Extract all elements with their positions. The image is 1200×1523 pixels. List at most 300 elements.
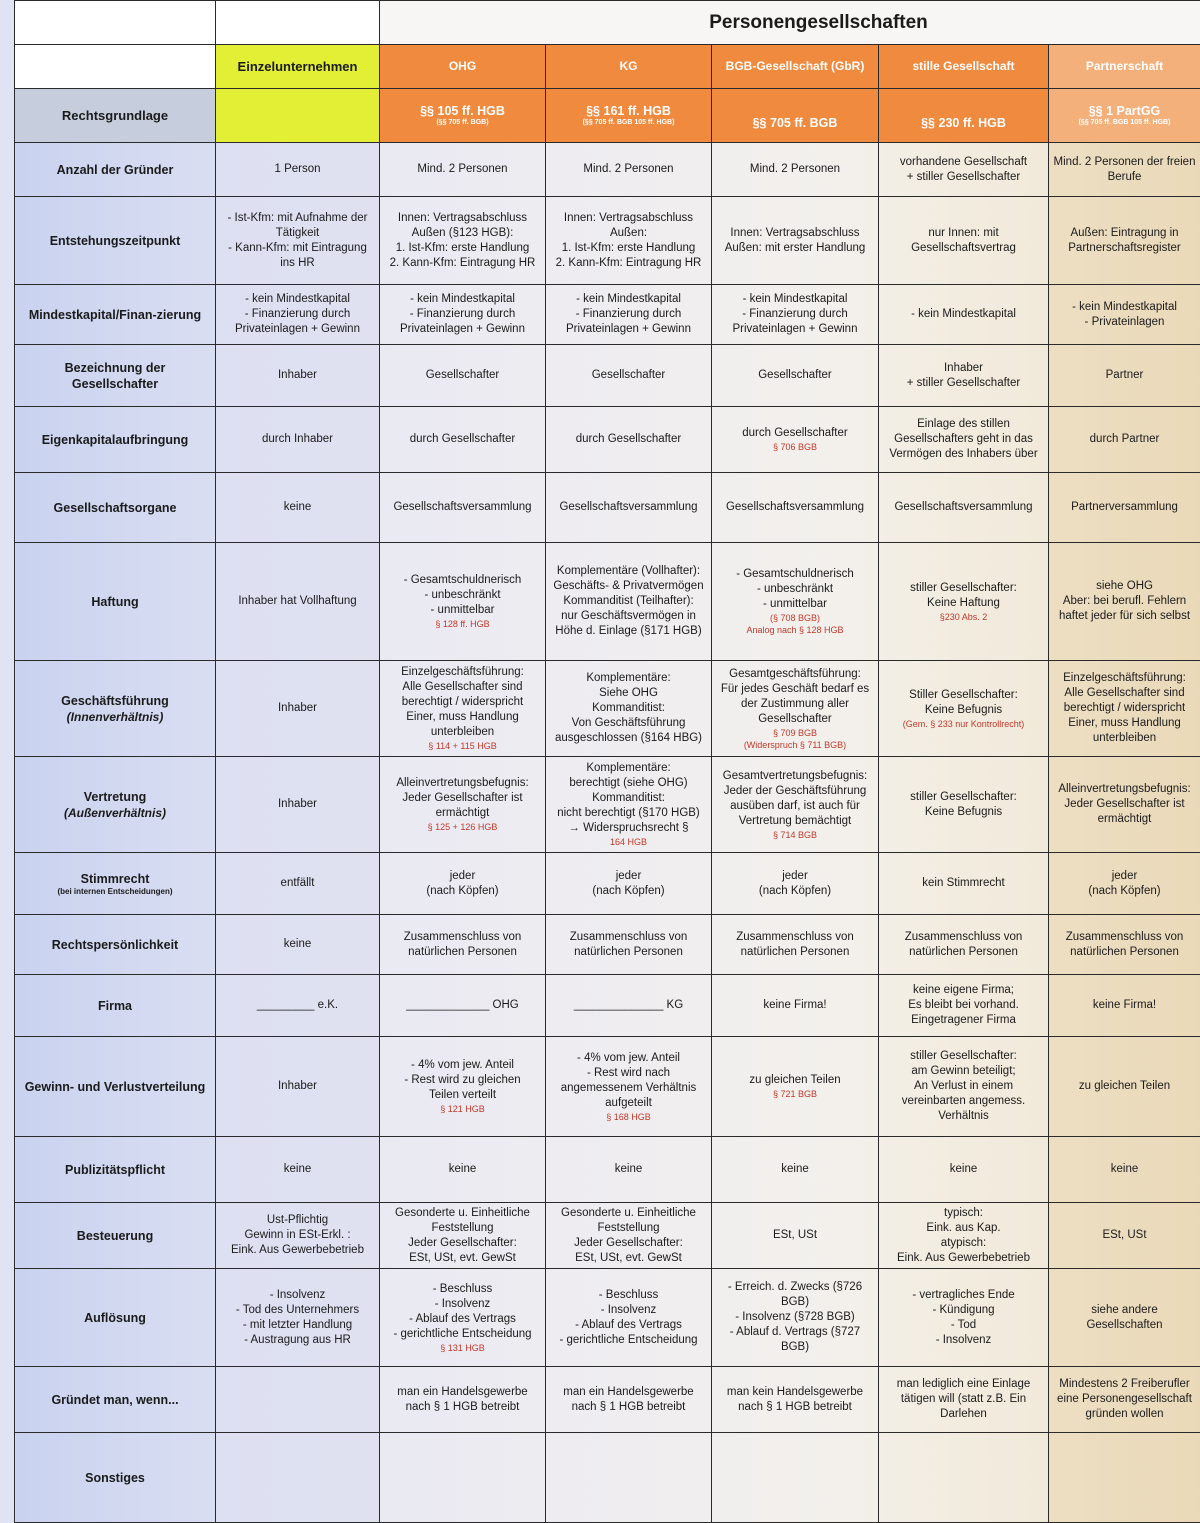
cell-text: entfällt <box>281 877 315 889</box>
cell-text: Zusammenschluss von natürlichen Personen <box>905 931 1023 958</box>
cell-ohg <box>380 975 546 1037</box>
cell-text: Mindestens 2 Freiberufler eine Personengesellschaft gründen wollen <box>1057 1378 1192 1420</box>
legal-reference: § 721 BGB <box>715 1088 875 1100</box>
column-header-partnerschaft: Partnerschaft <box>1049 45 1200 89</box>
cell-kg <box>546 1037 712 1137</box>
cell-gbr <box>712 975 879 1037</box>
rechtsgrundlage-main: §§ 1 PartGG <box>1089 104 1161 118</box>
cell-text: Inhaber <box>278 798 317 810</box>
cell-gbr <box>712 285 879 345</box>
cell-text: keine <box>950 1163 978 1175</box>
cell-kg <box>546 1367 712 1433</box>
cell-kg <box>546 757 712 853</box>
cell-gbr <box>712 543 879 661</box>
legal-reference: §230 Abs. 2 <box>882 611 1045 623</box>
row-label-text: Publizitätspflicht <box>65 1163 165 1177</box>
row-label-text: Rechtspersönlichkeit <box>52 938 178 952</box>
cell-text: Zusammenschluss von natürlichen Personen <box>570 931 688 958</box>
row-label-text: Vertretung <box>84 790 147 804</box>
row-label-text: Entstehungszeitpunkt <box>50 234 181 248</box>
row-label <box>15 975 216 1037</box>
cell-kg <box>546 853 712 915</box>
header-corner-cell <box>15 45 216 89</box>
cell-text: _____________ OHG <box>406 999 519 1011</box>
row-label-text: Eigenkapitalaufbringung <box>42 433 189 447</box>
legal-reference: (Gem. § 233 nur Kontrollrecht) <box>882 718 1045 730</box>
cell-text: Mind. 2 Personen <box>750 163 840 175</box>
cell-text: - kein Mindestkapital - Finanzierung durch Privateinlagen + Gewinn <box>733 293 858 335</box>
cell-text: - Erreich. d. Zwecks (§726 BGB) - Insolvenz (§728 BGB) - Ablauf d. Vertrags (§727 BGB) <box>728 1281 862 1353</box>
row-label-text: Geschäftsführung <box>61 694 169 708</box>
cell-einzelunternehmen <box>216 197 380 285</box>
cell-text: durch Gesellschafter <box>742 427 847 439</box>
row-label-note: (bei internen Entscheidungen) <box>18 887 212 897</box>
cell-ohg <box>380 915 546 975</box>
table-row <box>15 1433 1200 1523</box>
row-label <box>15 285 216 345</box>
cell-partnerschaft <box>1049 1367 1200 1433</box>
cell-text: 1 Person <box>274 163 320 175</box>
cell-text: Innen: Vertragsabschluss Außen: 1. Ist-Kfm: erste Handlung 2. Kann-Kfm: Eintragung HR <box>556 212 702 269</box>
row-label <box>15 757 216 853</box>
cell-gbr <box>712 1367 879 1433</box>
rechtsgrundlage-sub: (§§ 705 ff. BGB 105 ff. HGB) <box>549 118 708 127</box>
cell-einzelunternehmen <box>216 1269 380 1367</box>
cell-gbr <box>712 197 879 285</box>
cell-text: Komplementäre (Vollhafter): Geschäfts- & Privatvermögen Kommanditist (Teilhafter): nur Geschäftsvermögen in Höhe d. Einlage (§171 HGB) <box>553 565 703 637</box>
cell-text: stiller Gesellschafter: am Gewinn beteiligt; An Verlust in einem vereinbarten angemess. Verhältnis <box>902 1050 1025 1122</box>
rechtsgrundlage-cell-ohg <box>380 89 546 143</box>
cell-einzelunternehmen <box>216 407 380 473</box>
cell-kg <box>546 915 712 975</box>
cell-text: keine <box>284 938 312 950</box>
cell-text: ESt, USt <box>773 1229 817 1241</box>
table-row <box>15 915 1200 975</box>
cell-text: - kein Mindestkapital <box>911 308 1016 320</box>
row-label-text: Haftung <box>91 595 138 609</box>
row-label-text: Stimmrecht <box>81 872 150 886</box>
column-header-kg: KG <box>546 45 712 89</box>
cell-gbr <box>712 1433 879 1523</box>
cell-text: durch Partner <box>1090 433 1160 445</box>
cell-text: Komplementäre: berechtigt (siehe OHG) Kommanditist: nicht berechtigt (§170 HGB) → Widerspruchsrecht § <box>557 762 700 834</box>
cell-stille-gesellschaft <box>879 1269 1049 1367</box>
cell-kg <box>546 543 712 661</box>
row-label <box>15 1367 216 1433</box>
cell-text: durch Inhaber <box>262 433 333 445</box>
rechtsgrundlage-cell-partnerschaft <box>1049 89 1200 143</box>
cell-stille-gesellschaft <box>879 915 1049 975</box>
cell-text: durch Gesellschafter <box>576 433 681 445</box>
cell-kg <box>546 1433 712 1523</box>
cell-text: - Insolvenz - Tod des Unternehmers - mit letzter Handlung - Austragung aus HR <box>236 1289 359 1346</box>
cell-gbr <box>712 915 879 975</box>
table-row <box>15 1137 1200 1203</box>
cell-text: Innen: Vertragsabschluss Außen: mit erster Handlung <box>725 227 866 254</box>
cell-text: Inhaber hat Vollhaftung <box>238 595 356 607</box>
cell-einzelunternehmen <box>216 915 380 975</box>
cell-text: Stiller Gesellschafter: Keine Befugnis <box>909 689 1018 716</box>
cell-gbr <box>712 1137 879 1203</box>
cell-ohg <box>380 143 546 197</box>
cell-einzelunternehmen <box>216 1433 380 1523</box>
cell-stille-gesellschaft <box>879 1203 1049 1269</box>
row-label <box>15 1203 216 1269</box>
cell-einzelunternehmen <box>216 543 380 661</box>
row-label <box>15 661 216 757</box>
cell-text: - kein Mindestkapital - Finanzierung durch Privateinlagen + Gewinn <box>400 293 525 335</box>
cell-text: _________ e.K. <box>257 999 338 1011</box>
table-row <box>15 543 1200 661</box>
legal-reference: § 131 HGB <box>383 1342 542 1354</box>
cell-text: jeder (nach Köpfen) <box>1088 870 1160 897</box>
table-row <box>15 473 1200 543</box>
cell-text: Mind. 2 Personen <box>583 163 673 175</box>
cell-ohg <box>380 1037 546 1137</box>
cell-partnerschaft <box>1049 543 1200 661</box>
cell-text: keine eigene Firma; Es bleibt bei vorhand. Eingetragener Firma <box>908 984 1019 1026</box>
table-row <box>15 975 1200 1037</box>
column-header-row <box>15 45 1200 89</box>
cell-text: Gesellschaftsversammlung <box>894 501 1032 513</box>
cell-text: stiller Gesellschafter: Keine Befugnis <box>910 791 1017 818</box>
rechtsgrundlage-cell-einzelunternehmen <box>216 89 380 143</box>
cell-stille-gesellschaft <box>879 345 1049 407</box>
row-label <box>15 1269 216 1367</box>
legal-reference: § 168 HGB <box>549 1111 708 1123</box>
rechtsgrundlage-sub: (§§ 705 ff. BGB) <box>383 118 542 127</box>
cell-stille-gesellschaft <box>879 1367 1049 1433</box>
legal-reference: § 125 + 126 HGB <box>383 821 542 833</box>
cell-text: Einzelgeschäftsführung: Alle Gesellschafter sind berechtigt / widerspricht Einer, muss Handlung unterbleiben <box>1063 672 1186 744</box>
row-label-subtext: (Innenverhältnis) <box>18 709 212 725</box>
comparison-sheet <box>14 0 1200 1503</box>
cell-text: typisch: Eink. aus Kap. atypisch: Eink. Aus Gewerbebetrieb <box>897 1207 1030 1264</box>
cell-kg <box>546 407 712 473</box>
cell-text: Partner <box>1106 369 1144 381</box>
title-spacer-cell <box>216 1 380 45</box>
cell-ohg <box>380 543 546 661</box>
cell-stille-gesellschaft <box>879 143 1049 197</box>
cell-text: Einlage des stillen Gesellschafters geht in das Vermögen des Inhabers über <box>889 418 1037 460</box>
rechtsgrundlage-cell-kg <box>546 89 712 143</box>
cell-text: Gesonderte u. Einheitliche Feststellung Jeder Gesellschafter: ESt, USt, evt. GewSt <box>395 1207 530 1264</box>
cell-text: Gesonderte u. Einheitliche Feststellung Jeder Gesellschafter: ESt, USt, evt. GewSt <box>561 1207 696 1264</box>
cell-kg <box>546 143 712 197</box>
legal-reference: § 706 BGB <box>715 441 875 453</box>
cell-stille-gesellschaft <box>879 285 1049 345</box>
cell-text: Gesamtvertretungsbefugnis: Jeder der Geschäftsführung ausüben darf, ist auch für Vertretung bemächtigt <box>723 770 867 827</box>
cell-stille-gesellschaft <box>879 975 1049 1037</box>
cell-text: - kein Mindestkapital - Privateinlagen <box>1072 301 1177 328</box>
row-label <box>15 407 216 473</box>
row-label <box>15 143 216 197</box>
row-label-text: Sonstiges <box>85 1471 145 1485</box>
row-label <box>15 1137 216 1203</box>
cell-text: nur Innen: mit Gesellschaftsvertrag <box>911 227 1016 254</box>
cell-text: Alleinvertretungsbefugnis: Jeder Gesellschafter ist ermächtigt <box>1058 783 1190 825</box>
row-label <box>15 473 216 543</box>
cell-text: - Beschluss - Insolvenz - Ablauf des Vertrags - gerichtliche Entscheidung <box>559 1289 697 1346</box>
cell-partnerschaft <box>1049 1037 1200 1137</box>
corner-cell <box>15 1 216 45</box>
row-label-text: Besteuerung <box>77 1229 153 1243</box>
cell-text: man ein Handelsgewerbe nach § 1 HGB betreibt <box>397 1386 527 1413</box>
cell-gbr <box>712 661 879 757</box>
row-label-text: Anzahl der Gründer <box>57 163 174 177</box>
cell-kg <box>546 1269 712 1367</box>
cell-partnerschaft <box>1049 853 1200 915</box>
cell-ohg <box>380 853 546 915</box>
cell-einzelunternehmen <box>216 473 380 543</box>
cell-ohg <box>380 1203 546 1269</box>
cell-text: keine <box>1111 1163 1139 1175</box>
cell-ohg <box>380 345 546 407</box>
row-label-text: Auflösung <box>84 1311 146 1325</box>
cell-text: - Beschluss - Insolvenz - Ablauf des Vertrags - gerichtliche Entscheidung <box>393 1283 531 1340</box>
table-row <box>15 1269 1200 1367</box>
cell-text: keine <box>615 1163 643 1175</box>
cell-text: Inhaber <box>278 702 317 714</box>
cell-text: Außen: Eintragung in Partnerschaftsregister <box>1068 227 1181 254</box>
cell-text: Gesellschaftsversammlung <box>726 501 864 513</box>
cell-text: jeder (nach Köpfen) <box>759 870 831 897</box>
table-row <box>15 407 1200 473</box>
cell-text: vorhandene Gesellschaft + stiller Gesellschafter <box>900 156 1027 183</box>
cell-text: siehe OHG Aber: bei berufl. Fehlern haftet jeder für sich selbst <box>1059 580 1190 622</box>
cell-text: Gesamtgeschäftsführung: Für jedes Geschäft bedarf es der Zustimmung aller Gesellschafter <box>721 668 869 725</box>
cell-partnerschaft <box>1049 345 1200 407</box>
cell-kg <box>546 1137 712 1203</box>
cell-kg <box>546 473 712 543</box>
row-label <box>15 345 216 407</box>
cell-text: Mind. 2 Personen der freien Berufe <box>1054 156 1196 183</box>
cell-kg <box>546 285 712 345</box>
table-row <box>15 143 1200 197</box>
cell-kg <box>546 1203 712 1269</box>
cell-text: Partnerversammlung <box>1071 501 1178 513</box>
cell-text: jeder (nach Köpfen) <box>592 870 664 897</box>
cell-partnerschaft <box>1049 661 1200 757</box>
cell-partnerschaft <box>1049 1137 1200 1203</box>
cell-text: kein Stimmrecht <box>922 877 1004 889</box>
row-label <box>15 915 216 975</box>
row-label-text: Firma <box>98 999 132 1013</box>
cell-ohg <box>380 757 546 853</box>
cell-text: man ein Handelsgewerbe nach § 1 HGB betreibt <box>563 1386 693 1413</box>
cell-gbr <box>712 757 879 853</box>
cell-text: Innen: Vertragsabschluss Außen (§123 HGB): 1. Ist-Kfm: erste Handlung 2. Kann-Kfm: Eintragung HR <box>390 212 536 269</box>
table-row <box>15 661 1200 757</box>
cell-text: Einzelgeschäftsführung: Alle Gesellschafter sind berechtigt / widerspricht Einer, muss Handlung unterbleiben <box>401 666 524 738</box>
cell-gbr <box>712 853 879 915</box>
table-row <box>15 197 1200 285</box>
row-label <box>15 543 216 661</box>
legal-reference: (§ 708 BGB) Analog nach § 128 HGB <box>715 612 875 636</box>
rechtsgrundlage-cell-gbr <box>712 89 879 143</box>
cell-ohg <box>380 285 546 345</box>
cell-stille-gesellschaft <box>879 543 1049 661</box>
legal-reference: § 121 HGB <box>383 1103 542 1115</box>
cell-text: Gesellschafter <box>592 369 666 381</box>
legal-reference: § 709 BGB (Widerspruch § 711 BGB) <box>715 727 875 751</box>
rechtsgrundlage-row <box>15 89 1200 143</box>
cell-text: Mind. 2 Personen <box>417 163 507 175</box>
rechtsgrundlage-cell-stille-gesellschaft <box>879 89 1049 143</box>
cell-text: jeder (nach Köpfen) <box>426 870 498 897</box>
cell-gbr <box>712 1269 879 1367</box>
cell-partnerschaft <box>1049 1203 1200 1269</box>
cell-gbr <box>712 345 879 407</box>
cell-stille-gesellschaft <box>879 1037 1049 1137</box>
cell-stille-gesellschaft <box>879 853 1049 915</box>
cell-kg <box>546 661 712 757</box>
cell-text: keine <box>449 1163 477 1175</box>
cell-text: Gesellschaftsversammlung <box>393 501 531 513</box>
cell-text: - kein Mindestkapital - Finanzierung durch Privateinlagen + Gewinn <box>566 293 691 335</box>
rechtsgrundlage-main: §§ 105 ff. HGB <box>420 104 505 118</box>
cell-partnerschaft <box>1049 1433 1200 1523</box>
cell-einzelunternehmen <box>216 143 380 197</box>
cell-text: man lediglich eine Einlage tätigen will (statt z.B. Ein Darlehen <box>897 1378 1031 1420</box>
cell-stille-gesellschaft <box>879 1433 1049 1523</box>
cell-text: Zusammenschluss von natürlichen Personen <box>736 931 854 958</box>
row-label-text: Gewinn- und Verlustverteilung <box>25 1080 206 1094</box>
cell-text: - 4% vom jew. Anteil - Rest wird nach angemessenem Verhältnis aufgeteilt <box>561 1052 697 1109</box>
table-row <box>15 853 1200 915</box>
cell-gbr <box>712 473 879 543</box>
cell-partnerschaft <box>1049 407 1200 473</box>
cell-ohg <box>380 197 546 285</box>
cell-einzelunternehmen <box>216 661 380 757</box>
cell-einzelunternehmen <box>216 1203 380 1269</box>
row-label <box>15 1433 216 1523</box>
cell-text: Inhaber <box>278 369 317 381</box>
row-label-subtext: (Außenverhältnis) <box>18 805 212 821</box>
cell-ohg <box>380 1137 546 1203</box>
row-label <box>15 197 216 285</box>
cell-ohg <box>380 1367 546 1433</box>
cell-gbr <box>712 1203 879 1269</box>
cell-partnerschaft <box>1049 285 1200 345</box>
cell-text: Inhaber + stiller Gesellschafter <box>907 362 1020 389</box>
cell-text: - vertragliches Ende - Kündigung - Tod - Insolvenz <box>912 1289 1014 1346</box>
cell-einzelunternehmen <box>216 1137 380 1203</box>
cell-einzelunternehmen <box>216 1367 380 1433</box>
row-label-text: Gesellschaftsorgane <box>54 501 177 515</box>
cell-einzelunternehmen <box>216 975 380 1037</box>
rechtsgrundlage-main: §§ 230 ff. HGB <box>921 116 1006 130</box>
cell-text: - Gesamtschuldnerisch - unbeschränkt - unmittelbar <box>736 568 854 610</box>
table-row <box>15 345 1200 407</box>
cell-stille-gesellschaft <box>879 197 1049 285</box>
column-header-gbr: BGB-Gesellschaft (GbR) <box>712 45 879 89</box>
cell-text: - Ist-Kfm: mit Aufnahme der Tätigkeit - Kann-Kfm: mit Eintragung ins HR <box>228 212 368 269</box>
cell-text: Alleinvertretungsbefugnis: Jeder Gesellschafter ist ermächtigt <box>396 777 528 819</box>
cell-gbr <box>712 143 879 197</box>
cell-text: durch Gesellschafter <box>410 433 515 445</box>
rechtsgrundlage-main: §§ 161 ff. HGB <box>586 104 671 118</box>
cell-text: keine <box>284 1163 312 1175</box>
cell-text: keine <box>284 501 312 513</box>
cell-text: stiller Gesellschafter: Keine Haftung <box>910 582 1017 609</box>
column-header-einzelunternehmen: Einzelunternehmen <box>216 45 380 89</box>
rechtsgrundlage-sub: (§§ 705 ff. BGB 105 ff. HGB) <box>1052 118 1197 127</box>
cell-stille-gesellschaft <box>879 473 1049 543</box>
cell-ohg <box>380 473 546 543</box>
cell-text: ______________ KG <box>574 999 683 1011</box>
cell-text: keine Firma! <box>763 999 826 1011</box>
table-row <box>15 1037 1200 1137</box>
row-label-text: Bezeichnung der Gesellschafter <box>65 361 166 391</box>
cell-einzelunternehmen <box>216 853 380 915</box>
cell-text: siehe andere Gesellschaften <box>1086 1304 1162 1331</box>
legal-reference: 164 HGB <box>549 836 708 848</box>
cell-partnerschaft <box>1049 473 1200 543</box>
rechtsgrundlage-main: §§ 705 ff. BGB <box>753 116 838 130</box>
cell-gbr <box>712 1037 879 1137</box>
column-header-stille-gesellschaft: stille Gesellschaft <box>879 45 1049 89</box>
row-label <box>15 1037 216 1137</box>
cell-kg <box>546 975 712 1037</box>
cell-text: keine Firma! <box>1093 999 1156 1011</box>
cell-stille-gesellschaft <box>879 661 1049 757</box>
legal-reference: § 714 BGB <box>715 829 875 841</box>
cell-text: - 4% vom jew. Anteil - Rest wird zu gleichen Teilen verteilt <box>404 1059 520 1101</box>
cell-text: Gesellschaftsversammlung <box>559 501 697 513</box>
cell-text: zu gleichen Teilen <box>1079 1080 1170 1092</box>
cell-partnerschaft <box>1049 197 1200 285</box>
title-row <box>15 1 1200 45</box>
cell-ohg <box>380 1269 546 1367</box>
row-label <box>15 853 216 915</box>
comparison-table <box>14 0 1200 1523</box>
table-row <box>15 757 1200 853</box>
cell-partnerschaft <box>1049 975 1200 1037</box>
cell-text: Inhaber <box>278 1080 317 1092</box>
legal-reference: § 128 ff. HGB <box>383 618 542 630</box>
cell-partnerschaft <box>1049 1269 1200 1367</box>
cell-ohg <box>380 407 546 473</box>
cell-einzelunternehmen <box>216 285 380 345</box>
cell-text: Ust-Pflichtig Gewinn in ESt-Erkl. : Eink. Aus Gewerbebetrieb <box>231 1214 364 1256</box>
cell-kg <box>546 345 712 407</box>
row-label-text: Mindestkapital/Finan-zierung <box>29 308 201 322</box>
cell-text: man kein Handelsgewerbe nach § 1 HGB betreibt <box>727 1386 863 1413</box>
cell-stille-gesellschaft <box>879 1137 1049 1203</box>
cell-text: - Gesamtschuldnerisch - unbeschränkt - unmittelbar <box>404 574 522 616</box>
cell-einzelunternehmen <box>216 757 380 853</box>
table-row <box>15 285 1200 345</box>
cell-ohg <box>380 661 546 757</box>
cell-text: - kein Mindestkapital - Finanzierung durch Privateinlagen + Gewinn <box>235 293 360 335</box>
cell-partnerschaft <box>1049 915 1200 975</box>
cell-stille-gesellschaft <box>879 757 1049 853</box>
sheet-title: Personengesellschaften <box>380 1 1200 45</box>
cell-text: Gesellschafter <box>758 369 832 381</box>
cell-ohg <box>380 1433 546 1523</box>
cell-text: Zusammenschluss von natürlichen Personen <box>404 931 522 958</box>
cell-text: Komplementäre: Siehe OHG Kommanditist: Von Geschäftsführung ausgeschlossen (§164 HBG) <box>555 672 702 744</box>
column-header-ohg: OHG <box>380 45 546 89</box>
cell-text: keine <box>781 1163 809 1175</box>
cell-text: Gesellschafter <box>426 369 500 381</box>
rechtsgrundlage-label: Rechtsgrundlage <box>15 89 216 143</box>
cell-text: ESt, USt <box>1102 1229 1146 1241</box>
row-label-text: Gründet man, wenn... <box>51 1393 178 1407</box>
cell-text: Zusammenschluss von natürlichen Personen <box>1066 931 1184 958</box>
cell-einzelunternehmen <box>216 345 380 407</box>
